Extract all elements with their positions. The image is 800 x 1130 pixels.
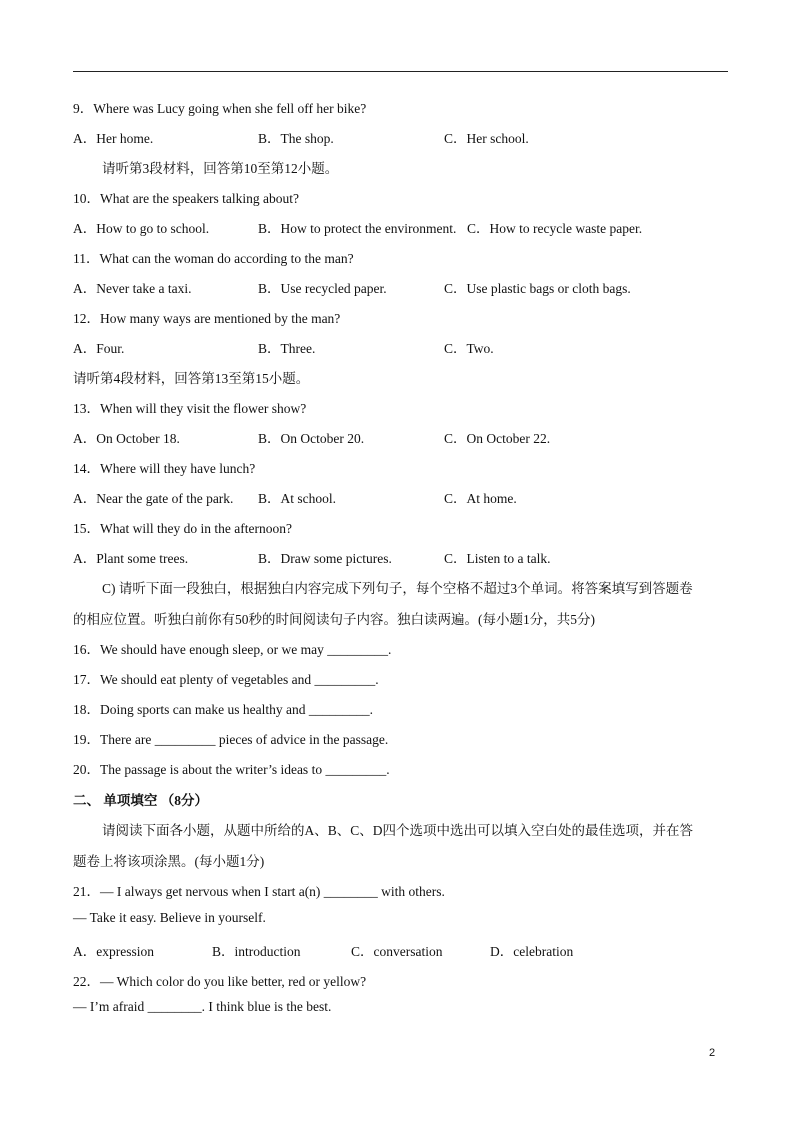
- part3-instruction: 请听第3段材料，回答第10至第12小题。: [102, 161, 339, 176]
- question-10: 10．What are the speakers talking about?: [73, 191, 300, 206]
- question-11: 11．What can the woman do according to the man?: [73, 251, 354, 266]
- q15-option-c: C．Listen to a talk.: [444, 551, 551, 566]
- q12-option-c: C．Two.: [444, 341, 494, 356]
- part4-instruction: 请听第4段材料，回答第13至第15小题。: [73, 371, 310, 386]
- q14-option-b: B．At school.: [258, 491, 337, 506]
- q13-option-a: A．On October 18.: [73, 431, 180, 446]
- q9-option-b: B．The shop.: [258, 131, 334, 146]
- part2-heading: 二、 单项填空 （8分）: [73, 793, 208, 808]
- question-17: 17．We should eat plenty of vegetables and _________.: [73, 672, 379, 687]
- q15-option-a: A．Plant some trees.: [73, 551, 189, 566]
- question-12: 12．How many ways are mentioned by the man?: [73, 311, 341, 326]
- question-18: 18．Doing sports can make us healthy and _________.: [73, 702, 373, 717]
- q14-option-a: A．Near the gate of the park.: [73, 491, 234, 506]
- q21-option-d: D．celebration: [490, 944, 574, 959]
- q9-option-a: A．Her home.: [73, 131, 154, 146]
- q10-option-c: C．How to recycle waste paper.: [467, 221, 643, 236]
- q10-option-b: B．How to protect the environment.: [258, 221, 457, 236]
- question-22: 22．— Which color do you like better, red or yellow?: [73, 974, 367, 989]
- question-16: 16．We should have enough sleep, or we may _________.: [73, 642, 392, 657]
- question-14: 14．Where will they have lunch?: [73, 461, 256, 476]
- q11-option-c: C．Use plastic bags or cloth bags.: [444, 281, 631, 296]
- q21-option-b: B．introduction: [212, 944, 301, 959]
- q13-option-c: C．On October 22.: [444, 431, 551, 446]
- question-20: 20．The passage is about the writer’s ideas to _________.: [73, 762, 390, 777]
- q12-option-b: B．Three.: [258, 341, 316, 356]
- question-15: 15．What will they do in the afternoon?: [73, 521, 292, 536]
- q11-option-a: A．Never take a taxi.: [73, 281, 192, 296]
- part2-instruction-1: 请阅读下面各小题，从题中所给的A、B、C、D四个选项中选出可以填入空白处的最佳选项，并在答: [102, 823, 694, 838]
- q21-option-c: C．conversation: [351, 944, 443, 959]
- q10-option-a: A．How to go to school.: [73, 221, 210, 236]
- q21-option-a: A．expression: [73, 944, 154, 959]
- question-9: 9．Where was Lucy going when she fell off her bike?: [73, 101, 367, 116]
- question-13: 13．When will they visit the flower show?: [73, 401, 307, 416]
- q9-option-c: C．Her school.: [444, 131, 529, 146]
- part2-instruction-2: 题卷上将该项涂黑。(每小题1分): [73, 854, 265, 869]
- header-rule: [73, 71, 728, 72]
- page-number: 2: [709, 1047, 716, 1059]
- section-c-instruction-1: C) 请听下面一段独白，根据独白内容完成下列句子，每个空格不超过3个单词。将答案填写到答题卷: [102, 581, 693, 596]
- q14-option-c: C．At home.: [444, 491, 517, 506]
- q12-option-a: A．Four.: [73, 341, 125, 356]
- q21-reply: — Take it easy. Believe in yourself.: [73, 910, 266, 925]
- q22-reply: — I’m afraid ________. I think blue is the best.: [73, 999, 332, 1014]
- question-19: 19．There are _________ pieces of advice in the passage.: [73, 732, 389, 747]
- q13-option-b: B．On October 20.: [258, 431, 365, 446]
- section-c-instruction-2: 的相应位置。听独白前你有50秒的时间阅读句子内容。独白读两遍。(每小题1分，共5分): [73, 612, 595, 627]
- q15-option-b: B．Draw some pictures.: [258, 551, 392, 566]
- q11-option-b: B．Use recycled paper.: [258, 281, 387, 296]
- question-21: 21．— I always get nervous when I start a(n) ________ with others.: [73, 884, 445, 899]
